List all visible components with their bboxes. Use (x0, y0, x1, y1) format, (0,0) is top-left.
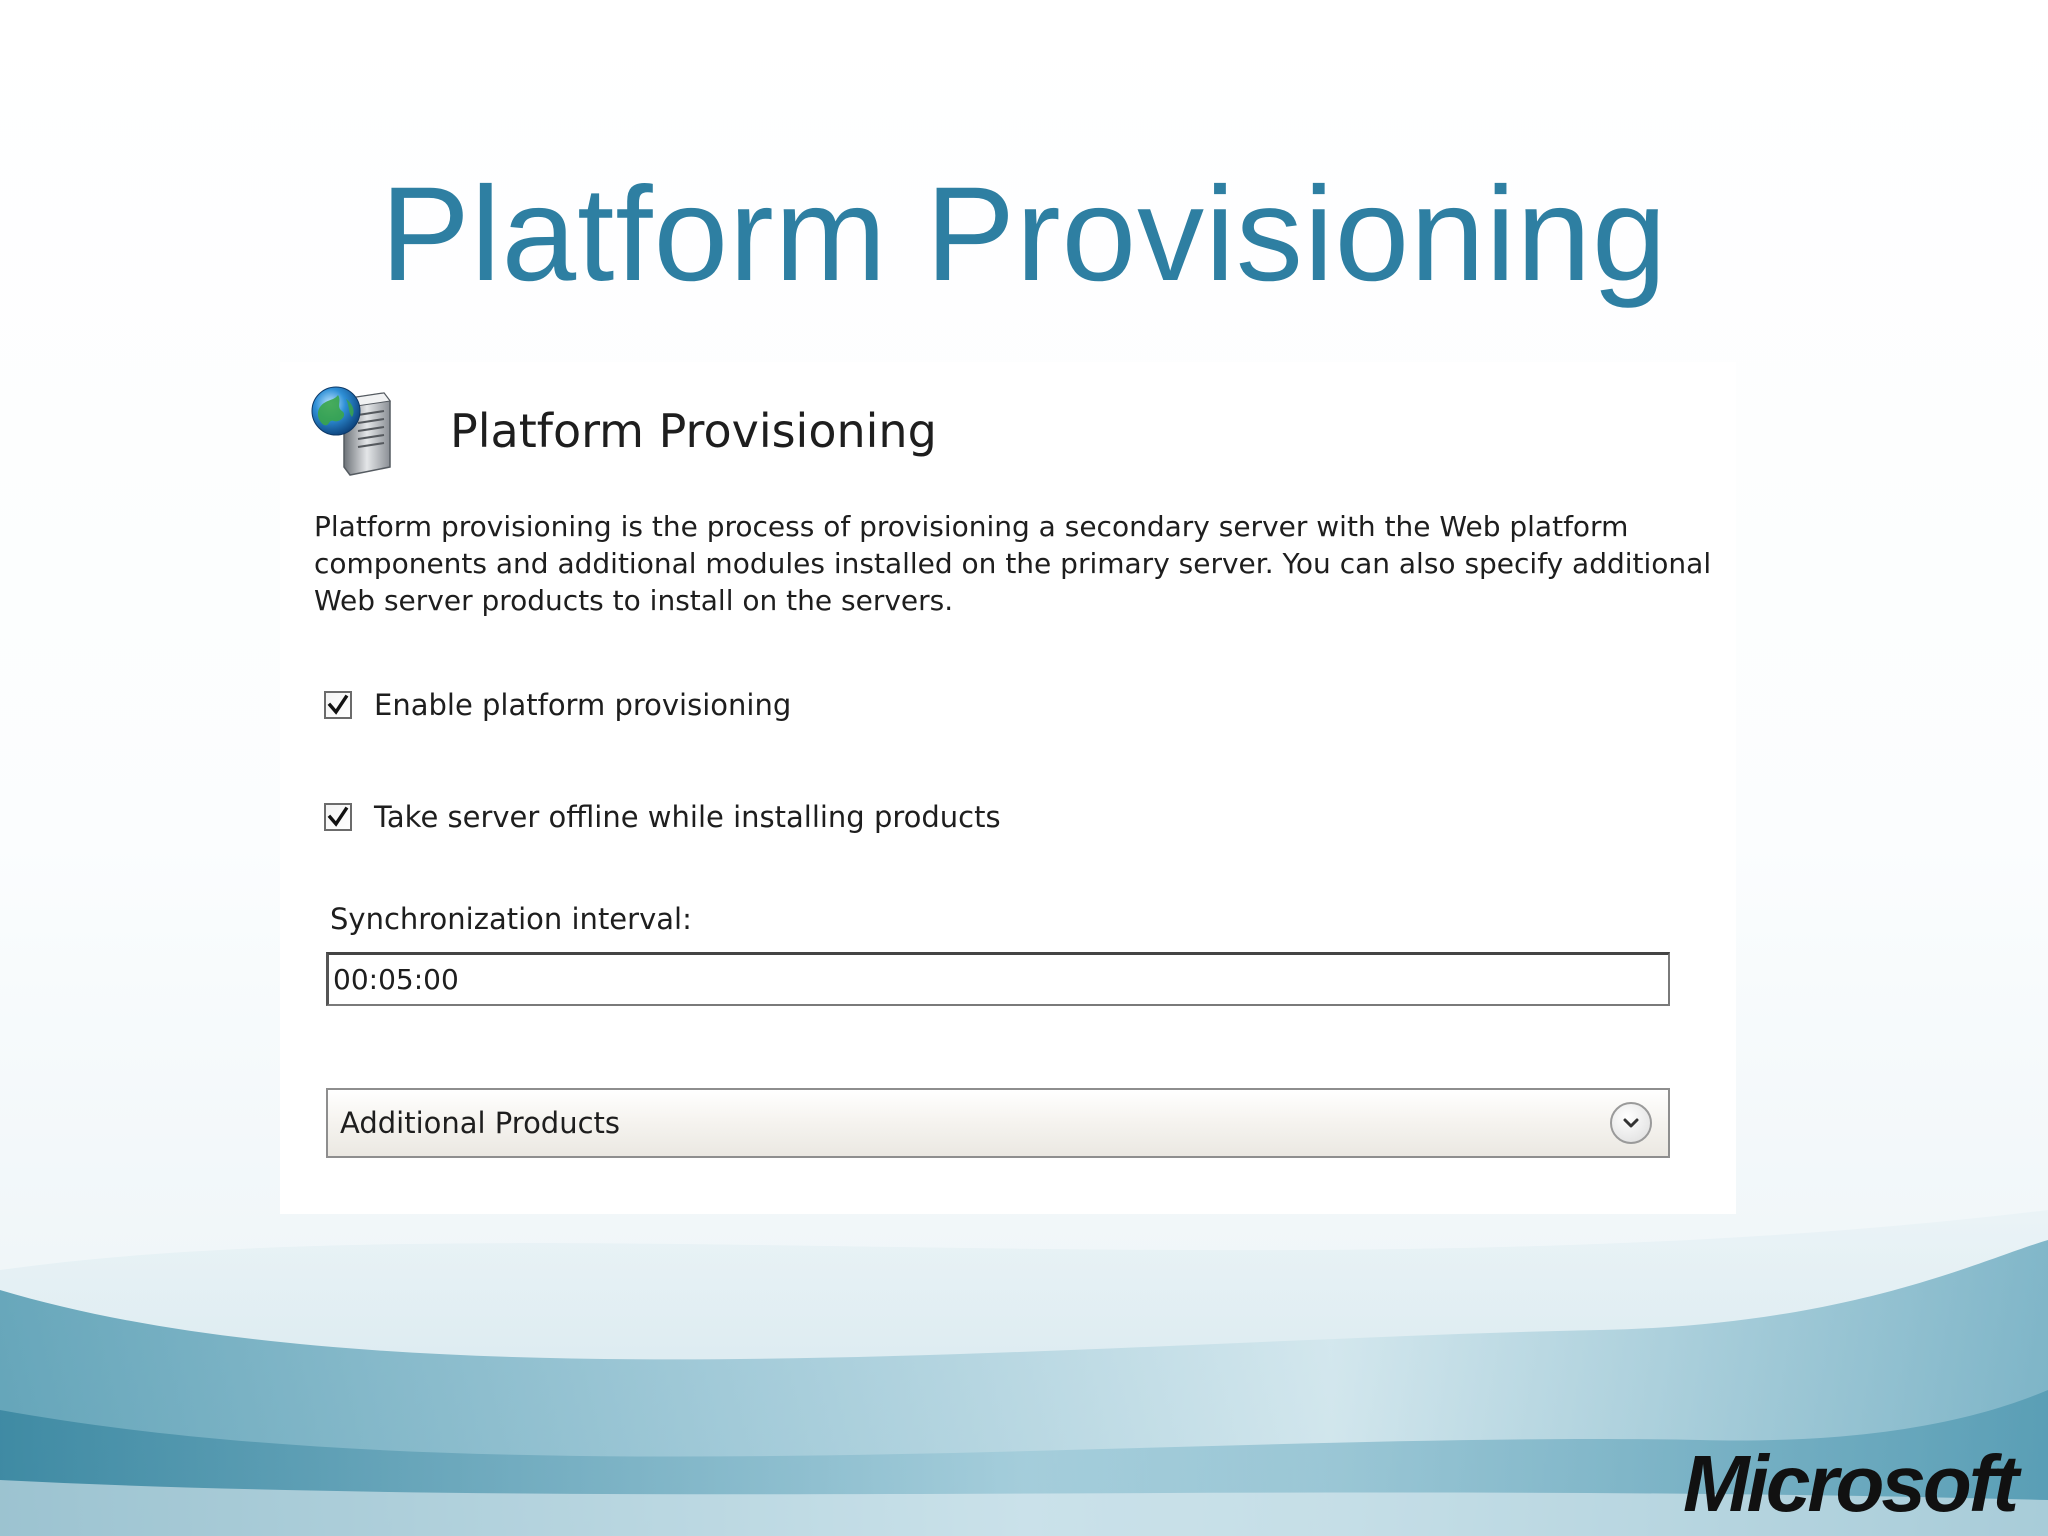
checkmark-icon (326, 693, 350, 717)
sync-interval-label: Synchronization interval: (330, 902, 692, 936)
checkmark-icon (326, 805, 350, 829)
enable-platform-provisioning-label: Enable platform provisioning (374, 688, 792, 722)
additional-products-expander[interactable] (326, 1088, 1670, 1158)
sync-interval-input[interactable] (326, 952, 1670, 1006)
enable-platform-provisioning-row[interactable] (324, 688, 791, 722)
platform-provisioning-panel (280, 362, 1736, 1214)
microsoft-logo: Microsoft (1683, 1439, 2016, 1528)
panel-title: Platform Provisioning (450, 404, 937, 458)
take-server-offline-label: Take server offline while installing products (374, 800, 1001, 834)
panel-header (306, 376, 937, 486)
panel-description: Platform provisioning is the process of provisioning a secondary server with the Web platform components and additional modules installed on the primary server. You can also specify additional Web server products to install on the servers. (314, 510, 1712, 617)
expand-button[interactable] (1610, 1102, 1652, 1144)
take-server-offline-checkbox[interactable] (324, 803, 352, 831)
additional-products-label: Additional Products (340, 1106, 621, 1140)
slide-title: Platform Provisioning (380, 160, 1668, 309)
take-server-offline-row[interactable] (324, 800, 1001, 834)
globe-server-icon (306, 381, 406, 481)
chevron-down-icon (1620, 1112, 1642, 1134)
enable-platform-provisioning-checkbox[interactable] (324, 691, 352, 719)
